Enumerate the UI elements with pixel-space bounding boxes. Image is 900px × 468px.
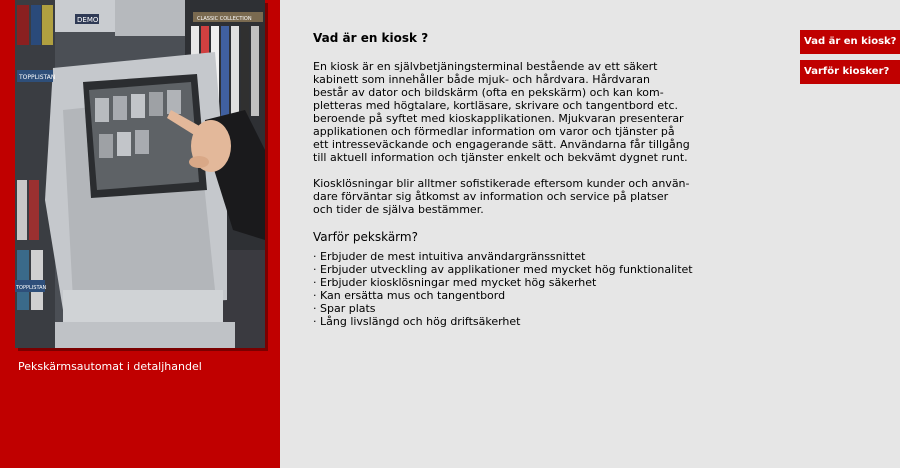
- nav-button-why-kiosks[interactable]: Varför kiosker?: [800, 60, 900, 84]
- nav-button-what-is-kiosk[interactable]: Vad är en kiosk?: [800, 30, 900, 54]
- second-paragraph: Kiosklösningar blir alltmer sofistikerade eftersom kunder och använ- dare förväntar sig åtkomst av information och service på platser och tider de själva bestämmer.: [313, 177, 690, 216]
- topplistan-sign: TOPPLISTAN: [19, 74, 56, 81]
- sidebar: [0, 0, 280, 468]
- page-title: Vad är en kiosk ?: [313, 31, 429, 45]
- right-nav: [800, 30, 900, 90]
- list-item: · Lång livslängd och hög driftsäkerhet: [313, 315, 521, 328]
- list-item: · Kan ersätta mus och tangentbord: [313, 289, 506, 302]
- list-item: · Erbjuder de mest intuitiva användargränssnittet: [313, 250, 586, 263]
- benefit-list: [313, 250, 723, 328]
- kiosk-photo: [15, 0, 265, 348]
- section-subtitle: Varför pekskärm?: [313, 230, 418, 244]
- list-item: · Erbjuder kiosklösningar med mycket hög säkerhet: [313, 276, 597, 289]
- intro-paragraph: En kiosk är en självbetjäningsterminal bestående av ett säkert kabinett som innehåller både mjuk- och hårdvara. Hårdvaran består av dator och bildskärm (ofta en pekskärm) och kan kom- pletteras med högtalare, kortläsare, skrivare och tangentbord etc. beroende på syftet med kioskapplikationen. Mjukvaran presenterar applikationen och förmedlar information om varor och tjänster på ett intresseväckande och engagerande sätt. Användarna får tillgång till aktuell information och tjänster enkelt och bekvämt dygnet runt.: [313, 60, 690, 164]
- photo-caption: Pekskärmsautomat i detaljhandel: [18, 360, 202, 373]
- topplistan-sign-2: TOPPLISTAN: [16, 285, 47, 291]
- list-item: · Spar plats: [313, 302, 376, 315]
- main-content: [313, 31, 723, 328]
- demo-sign: DEMO: [77, 16, 99, 24]
- list-item: · Erbjuder utveckling av applikationer med mycket hög funktionalitet: [313, 263, 693, 276]
- classic-collection-sign: CLASSIC COLLECTION: [197, 16, 252, 22]
